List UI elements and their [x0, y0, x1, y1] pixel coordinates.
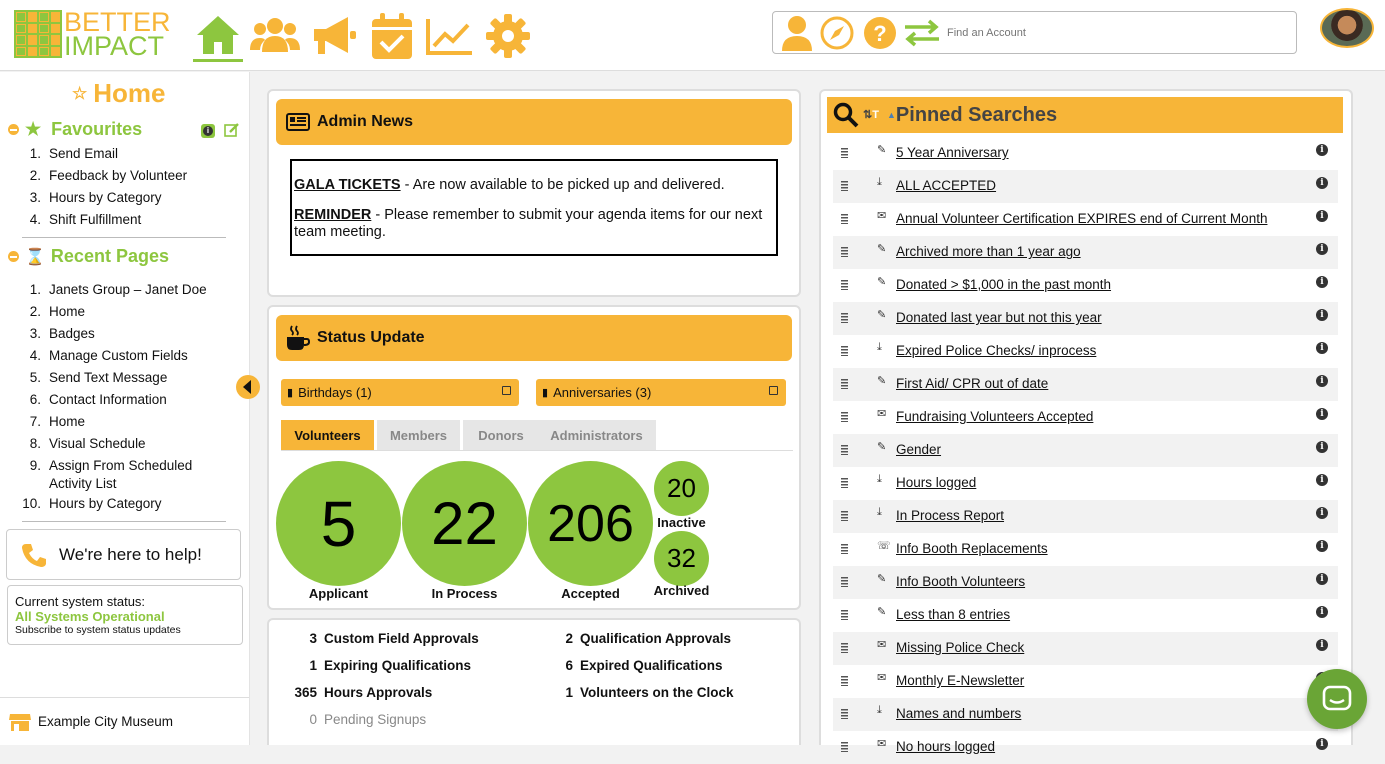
pinned-searches-title: Pinned Searches — [895, 103, 1058, 126]
approval-count: 1 — [309, 658, 317, 673]
search-type-icon: ⤓ — [877, 176, 882, 188]
pinned-search-row[interactable] — [833, 302, 1338, 335]
info-icon[interactable]: i — [1316, 177, 1328, 189]
person-icon[interactable] — [780, 14, 814, 52]
drag-handle-icon[interactable] — [841, 544, 848, 554]
caret-left-icon — [243, 380, 251, 394]
external-link-icon — [769, 386, 778, 395]
approvals-panel — [267, 618, 801, 745]
list-label: Janets Group – Janet Doe — [49, 282, 207, 297]
collapse-minus-icon[interactable] — [8, 124, 19, 135]
drag-handle-icon[interactable] — [841, 214, 848, 224]
search-type-icon: ✉ — [877, 738, 887, 750]
list-number: 6. — [29, 392, 41, 407]
info-icon[interactable]: i — [1316, 144, 1328, 156]
in-process-label: In Process — [431, 586, 498, 601]
list-label: Shift Fulfillment — [49, 212, 142, 227]
store-icon — [8, 712, 32, 732]
nav-home-button[interactable] — [193, 10, 243, 62]
favourite-item[interactable] — [22, 145, 209, 167]
list-number: 8. — [29, 436, 41, 451]
drag-handle-icon[interactable] — [841, 478, 848, 488]
drag-handle-icon[interactable] — [841, 511, 848, 521]
anniversaries-chip[interactable] — [536, 379, 786, 406]
status-update-header — [276, 315, 792, 361]
info-icon[interactable]: i — [1316, 507, 1328, 519]
pinned-search-link[interactable]: Donated last year but not this year — [896, 310, 1102, 325]
list-label: Contact Information — [49, 392, 167, 407]
info-icon[interactable]: i — [1316, 441, 1328, 453]
pinned-search-row[interactable] — [833, 335, 1338, 368]
star-icon: ★ — [25, 119, 42, 139]
archived-label: Archived — [653, 583, 710, 598]
approval-item[interactable] — [551, 685, 734, 700]
status-label: Current system status: — [15, 594, 146, 609]
list-number: 5. — [29, 370, 41, 385]
news-item-text: Please remember to submit your agenda items for our next team meeting. — [294, 207, 763, 240]
pinned-search-row[interactable] — [833, 203, 1338, 236]
find-account-input[interactable] — [947, 20, 1287, 46]
in-process-count: 22 — [431, 490, 498, 557]
info-icon[interactable]: i — [1316, 639, 1328, 651]
info-icon[interactable]: i — [1316, 276, 1328, 288]
status-update-panel — [267, 305, 801, 610]
drag-handle-icon[interactable] — [841, 709, 848, 719]
approval-count: 0 — [309, 712, 317, 727]
approval-item[interactable] — [287, 631, 479, 646]
approval-item[interactable] — [551, 658, 723, 673]
search-type-icon: ✎ — [877, 144, 887, 156]
list-number: 1. — [29, 282, 41, 297]
pinned-search-link[interactable]: Less than 8 entries — [896, 607, 1011, 622]
pinned-searches-header — [827, 97, 1343, 133]
chat-icon — [1322, 685, 1352, 713]
tab-donors[interactable]: Donors — [463, 420, 539, 450]
drag-handle-icon[interactable] — [841, 313, 848, 323]
favourites-title: Favourites — [51, 119, 143, 139]
list-label: Hours by Category — [49, 496, 162, 511]
accepted-count: 206 — [547, 494, 634, 553]
info-icon[interactable]: i — [1316, 738, 1328, 750]
search-type-icon: ✎ — [877, 441, 887, 453]
favourite-item[interactable] — [22, 189, 209, 211]
inactive-label: Inactive — [657, 515, 706, 530]
pinned-search-row[interactable] — [833, 401, 1338, 434]
pinned-search-link[interactable]: Info Booth Volunteers — [896, 574, 1026, 589]
favourite-item[interactable] — [22, 211, 209, 233]
chat-button[interactable] — [1307, 669, 1367, 729]
gear-icon — [485, 13, 531, 59]
list-number: 10. — [22, 496, 41, 511]
search-type-icon: ⤓ — [877, 473, 882, 485]
list-label: Feedback by Volunteer — [49, 168, 188, 183]
logo-text-line2: IMPACT — [64, 31, 164, 61]
search-type-icon: ✎ — [877, 573, 887, 585]
pinned-search-row[interactable] — [833, 698, 1338, 731]
info-icon[interactable]: i — [1316, 540, 1328, 552]
tab-administrators[interactable]: Administrators — [537, 420, 656, 450]
recent-page-item[interactable] — [22, 369, 209, 391]
megaphone-icon — [308, 14, 358, 58]
organization-name: Example City Museum — [38, 714, 174, 729]
account-search-box — [772, 11, 1297, 54]
archived-count: 32 — [667, 543, 696, 573]
nav-reports-button[interactable] — [425, 10, 475, 62]
list-number: 4. — [29, 212, 41, 227]
search-type-icon: ✉ — [877, 672, 887, 684]
list-label: Send Text Message — [49, 370, 168, 385]
drag-handle-icon[interactable] — [841, 181, 848, 191]
news-item-heading: REMINDER — [294, 207, 372, 223]
list-label: Send Email — [49, 146, 119, 161]
recent-page-item[interactable] — [22, 281, 209, 303]
accepted-label: Accepted — [561, 586, 620, 601]
inactive-count-circle[interactable] — [654, 461, 709, 516]
newspaper-icon — [286, 113, 310, 131]
nav-people-button[interactable] — [250, 10, 300, 62]
info-icon[interactable]: i — [1316, 342, 1328, 354]
chart-icon — [425, 16, 475, 56]
drag-handle-icon[interactable] — [841, 247, 848, 257]
info-icon[interactable]: i — [1316, 243, 1328, 255]
drag-handle-icon[interactable] — [841, 610, 848, 620]
pinned-search-row[interactable] — [833, 137, 1338, 170]
pinned-search-row[interactable] — [833, 731, 1338, 764]
sort-icon[interactable]: ⇅T — [863, 109, 879, 121]
sidebar-home-title[interactable] — [72, 78, 166, 109]
tab-underline — [281, 450, 793, 451]
applicant-count-circle[interactable] — [276, 461, 401, 586]
pinned-search-link[interactable]: In Process Report — [896, 508, 1005, 523]
pinned-search-link[interactable]: Names and numbers — [896, 706, 1022, 721]
pinned-search-row[interactable] — [833, 500, 1338, 533]
accepted-count-circle[interactable] — [528, 461, 653, 586]
nav-schedule-button[interactable] — [367, 10, 417, 62]
recent-pages-list — [22, 281, 209, 517]
recent-pages-header — [8, 246, 169, 267]
sidebar — [0, 72, 250, 745]
system-status-box — [7, 585, 243, 645]
pinned-search-row[interactable] — [833, 368, 1338, 401]
pinned-search-row[interactable] — [833, 665, 1338, 698]
approval-label: Expiring Qualifications — [324, 658, 472, 673]
approval-count: 365 — [294, 685, 317, 700]
better-impact-logo[interactable] — [14, 7, 184, 61]
drag-handle-icon[interactable] — [841, 676, 848, 686]
pinned-search-link[interactable]: ALL ACCEPTED — [896, 178, 997, 193]
favourites-list — [22, 145, 209, 233]
list-number: 2. — [29, 168, 41, 183]
pinned-search-link[interactable]: Expired Police Checks/ inprocess — [896, 343, 1097, 358]
help-text: We're here to help! — [59, 545, 202, 564]
organization-switcher[interactable] — [0, 697, 249, 745]
approval-label: Custom Field Approvals — [324, 631, 479, 646]
search-type-icon: ✎ — [877, 243, 887, 255]
approval-item[interactable] — [287, 658, 471, 673]
approval-label: Hours Approvals — [324, 685, 433, 700]
archived-count-circle[interactable] — [654, 531, 709, 586]
approval-count: 2 — [565, 631, 573, 646]
birthdays-label: Birthdays (1) — [298, 385, 372, 400]
drag-handle-icon[interactable] — [841, 379, 848, 389]
search-type-icon: ☏ — [877, 540, 891, 552]
status-value[interactable]: All Systems Operational — [15, 609, 165, 624]
recent-page-item[interactable] — [22, 495, 209, 517]
news-item-text: Are now available to be picked up and delivered. — [412, 177, 725, 193]
recent-page-item[interactable] — [22, 303, 209, 325]
list-number: 3. — [29, 190, 41, 205]
search-icon[interactable] — [833, 102, 859, 128]
anniversaries-label: Anniversaries (3) — [553, 385, 652, 400]
approval-item[interactable] — [287, 712, 426, 727]
people-icon — [250, 16, 300, 56]
pinned-search-link[interactable]: Archived more than 1 year ago — [896, 244, 1081, 259]
pinned-search-link[interactable]: 5 Year Anniversary — [896, 145, 1009, 160]
hourglass-icon: ⌛ — [25, 248, 45, 266]
drag-handle-icon[interactable] — [841, 346, 848, 356]
pinned-search-row[interactable] — [833, 599, 1338, 632]
recent-page-item[interactable] — [22, 413, 209, 435]
svg-text:?: ? — [873, 21, 887, 46]
pinned-search-link[interactable]: No hours logged — [896, 739, 996, 754]
info-icon[interactable]: i — [1316, 375, 1328, 387]
status-update-title: Status Update — [317, 329, 425, 346]
list-label: Hours by Category — [49, 190, 162, 205]
list-number: 4. — [29, 348, 41, 363]
pinned-search-row[interactable] — [833, 170, 1338, 203]
edit-icon[interactable] — [224, 122, 240, 137]
sort-arrows-icon[interactable]: ▲ — [887, 110, 896, 120]
info-icon[interactable]: i — [1316, 408, 1328, 420]
drag-handle-icon[interactable] — [841, 643, 848, 653]
divider — [22, 237, 226, 238]
search-type-icon: ⤓ — [877, 506, 882, 518]
search-type-icon: ✉ — [877, 639, 887, 651]
approval-label: Expired Qualifications — [580, 658, 723, 673]
admin-news-panel — [267, 89, 801, 297]
in-process-count-circle[interactable] — [402, 461, 527, 586]
calendar-check-icon — [369, 11, 415, 61]
favourites-header — [8, 119, 142, 140]
pinned-search-row[interactable] — [833, 566, 1338, 599]
pinned-searches-panel — [819, 89, 1353, 754]
pinned-search-link[interactable]: Donated > $1,000 in the past month — [896, 277, 1112, 292]
approval-label: Pending Signups — [324, 712, 427, 727]
recent-page-item[interactable] — [22, 325, 209, 347]
search-type-icon: ✉ — [877, 210, 887, 222]
news-item-separator: - — [371, 207, 385, 223]
list-label: Home — [49, 304, 86, 319]
list-number: 3. — [29, 326, 41, 341]
info-icon[interactable]: i — [201, 124, 215, 138]
recent-page-item[interactable] — [22, 347, 209, 369]
list-label: Badges — [49, 326, 95, 341]
info-icon[interactable]: i — [1316, 210, 1328, 222]
admin-news-header — [276, 99, 792, 145]
logo-text-line1: BETTER — [64, 7, 171, 37]
news-item — [294, 207, 774, 241]
news-item-heading: GALA TICKETS — [294, 177, 401, 193]
search-type-icon: ✎ — [877, 606, 887, 618]
pinned-search-row[interactable] — [833, 434, 1338, 467]
pinned-search-link[interactable]: Monthly E-Newsletter — [896, 673, 1025, 688]
pinned-search-link[interactable]: Info Booth Replacements — [896, 541, 1048, 556]
help-icon[interactable] — [863, 16, 897, 50]
list-label: Visual Schedule — [49, 436, 146, 451]
status-subscribe-link[interactable]: Subscribe to system status updates — [15, 624, 181, 636]
recent-page-item[interactable] — [22, 457, 209, 495]
search-type-icon: ✎ — [877, 375, 887, 387]
drag-handle-icon[interactable] — [841, 148, 848, 158]
approval-count: 6 — [565, 658, 573, 673]
recent-pages-title: Recent Pages — [50, 246, 169, 266]
admin-news-title: Admin News — [317, 113, 414, 130]
collapse-minus-icon[interactable] — [8, 251, 19, 262]
info-icon[interactable]: i — [1316, 606, 1328, 618]
list-number: 7. — [29, 414, 41, 429]
nav-communications-button[interactable] — [308, 10, 358, 62]
news-content — [290, 159, 778, 256]
pinned-search-link[interactable]: First Aid/ CPR out of date — [896, 376, 1049, 391]
sidebar-home-label: Home — [93, 78, 166, 108]
approval-item[interactable] — [287, 685, 432, 700]
recent-page-item[interactable] — [22, 391, 209, 413]
pinned-search-link[interactable]: Gender — [896, 442, 942, 457]
compass-icon[interactable] — [820, 16, 854, 50]
birthday-icon: ▮ — [287, 387, 294, 399]
tab-volunteers[interactable]: Volunteers — [281, 420, 374, 450]
pinned-search-row[interactable] — [833, 632, 1338, 665]
info-icon[interactable]: i — [1316, 474, 1328, 486]
pinned-search-row[interactable] — [833, 236, 1338, 269]
pinned-search-row[interactable] — [833, 269, 1338, 302]
coffee-icon — [286, 325, 310, 351]
switch-arrows-icon[interactable] — [903, 18, 941, 48]
nav-settings-button[interactable] — [483, 10, 533, 62]
drag-handle-icon[interactable] — [841, 445, 848, 455]
home-icon — [194, 13, 242, 57]
pinned-search-row[interactable] — [833, 533, 1338, 566]
logo-grid-icon — [14, 10, 62, 58]
drag-handle-icon[interactable] — [841, 412, 848, 422]
news-item — [294, 177, 774, 194]
info-icon[interactable]: i — [1316, 309, 1328, 321]
approval-count: 3 — [309, 631, 317, 646]
pinned-search-link[interactable]: Hours logged — [896, 475, 977, 490]
approval-count: 1 — [565, 685, 573, 700]
applicant-label: Applicant — [308, 586, 369, 601]
user-avatar[interactable] — [1320, 8, 1374, 48]
news-item-separator: - — [400, 177, 413, 193]
collapse-sidebar-button[interactable] — [236, 375, 260, 399]
pinned-search-link[interactable]: Missing Police Check — [896, 640, 1025, 655]
divider — [22, 521, 226, 522]
recent-page-item[interactable] — [22, 435, 209, 457]
drag-handle-icon[interactable] — [841, 280, 848, 290]
external-link-icon — [502, 386, 511, 395]
search-type-icon: ✎ — [877, 309, 887, 321]
list-number: 2. — [29, 304, 41, 319]
help-box[interactable] — [6, 529, 241, 580]
calendar-icon: ▮ — [542, 387, 549, 399]
list-label: Home — [49, 414, 86, 429]
top-bar — [0, 0, 1385, 71]
info-icon[interactable]: i — [1316, 573, 1328, 585]
list-number: 9. — [29, 458, 41, 473]
pinned-search-row[interactable] — [833, 467, 1338, 500]
favourite-item[interactable] — [22, 167, 209, 189]
approval-item[interactable] — [551, 631, 731, 646]
search-type-icon: ✉ — [877, 408, 887, 420]
applicant-count: 5 — [320, 487, 357, 560]
list-number: 1. — [29, 146, 41, 161]
drag-handle-icon[interactable] — [841, 577, 848, 587]
birthdays-chip[interactable] — [281, 379, 519, 406]
search-type-icon: ✎ — [877, 276, 887, 288]
list-label: Assign From Scheduled Activity List — [49, 458, 193, 491]
search-type-icon: ⤓ — [877, 341, 882, 353]
approval-label: Volunteers on the Clock — [580, 685, 734, 700]
star-outline-icon: ☆ — [72, 83, 88, 103]
pinned-search-link[interactable]: Annual Volunteer Certification EXPIRES end of Current Month — [896, 211, 1268, 226]
approval-label: Qualification Approvals — [580, 631, 732, 646]
inactive-count: 20 — [667, 473, 696, 503]
list-label: Manage Custom Fields — [49, 348, 188, 363]
search-type-icon: ⤓ — [877, 704, 882, 716]
tab-members[interactable]: Members — [377, 420, 460, 450]
phone-icon — [21, 542, 47, 568]
pinned-search-link[interactable]: Fundraising Volunteers Accepted — [896, 409, 1094, 424]
drag-handle-icon[interactable] — [841, 742, 848, 752]
